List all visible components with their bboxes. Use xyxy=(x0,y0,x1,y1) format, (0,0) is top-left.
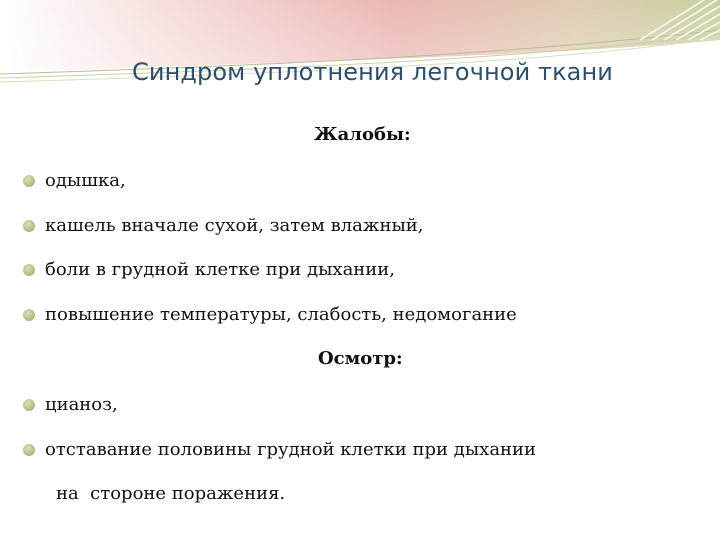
bullet-icon xyxy=(23,309,35,321)
list-item-continuation: на стороне поражения. xyxy=(56,483,286,504)
slide-title: Синдром уплотнения легочной ткани xyxy=(132,58,613,86)
list-item xyxy=(23,259,395,280)
list-item-text: боли в грудной клетке при дыхании, xyxy=(45,259,396,280)
bullet-icon xyxy=(23,264,35,276)
list-item xyxy=(23,439,536,460)
examination-heading: Осмотр: xyxy=(318,348,403,369)
bullet-icon xyxy=(23,444,35,456)
list-item xyxy=(23,170,126,191)
list-item-text: повышение температуры, слабость, недомогание xyxy=(45,304,517,325)
bullet-icon xyxy=(23,175,35,187)
bullet-icon xyxy=(23,399,35,411)
list-item-text: цианоз, xyxy=(45,394,118,415)
list-item xyxy=(23,215,424,236)
list-item xyxy=(23,304,517,325)
list-item-text: одышка, xyxy=(45,170,126,191)
list-item xyxy=(23,394,118,415)
bullet-icon xyxy=(23,220,35,232)
list-item-text: кашель вначале сухой, затем влажный, xyxy=(45,215,424,236)
complaints-heading: Жалобы: xyxy=(314,124,411,145)
list-item-text: отставание половины грудной клетки при дыхании xyxy=(45,439,537,460)
